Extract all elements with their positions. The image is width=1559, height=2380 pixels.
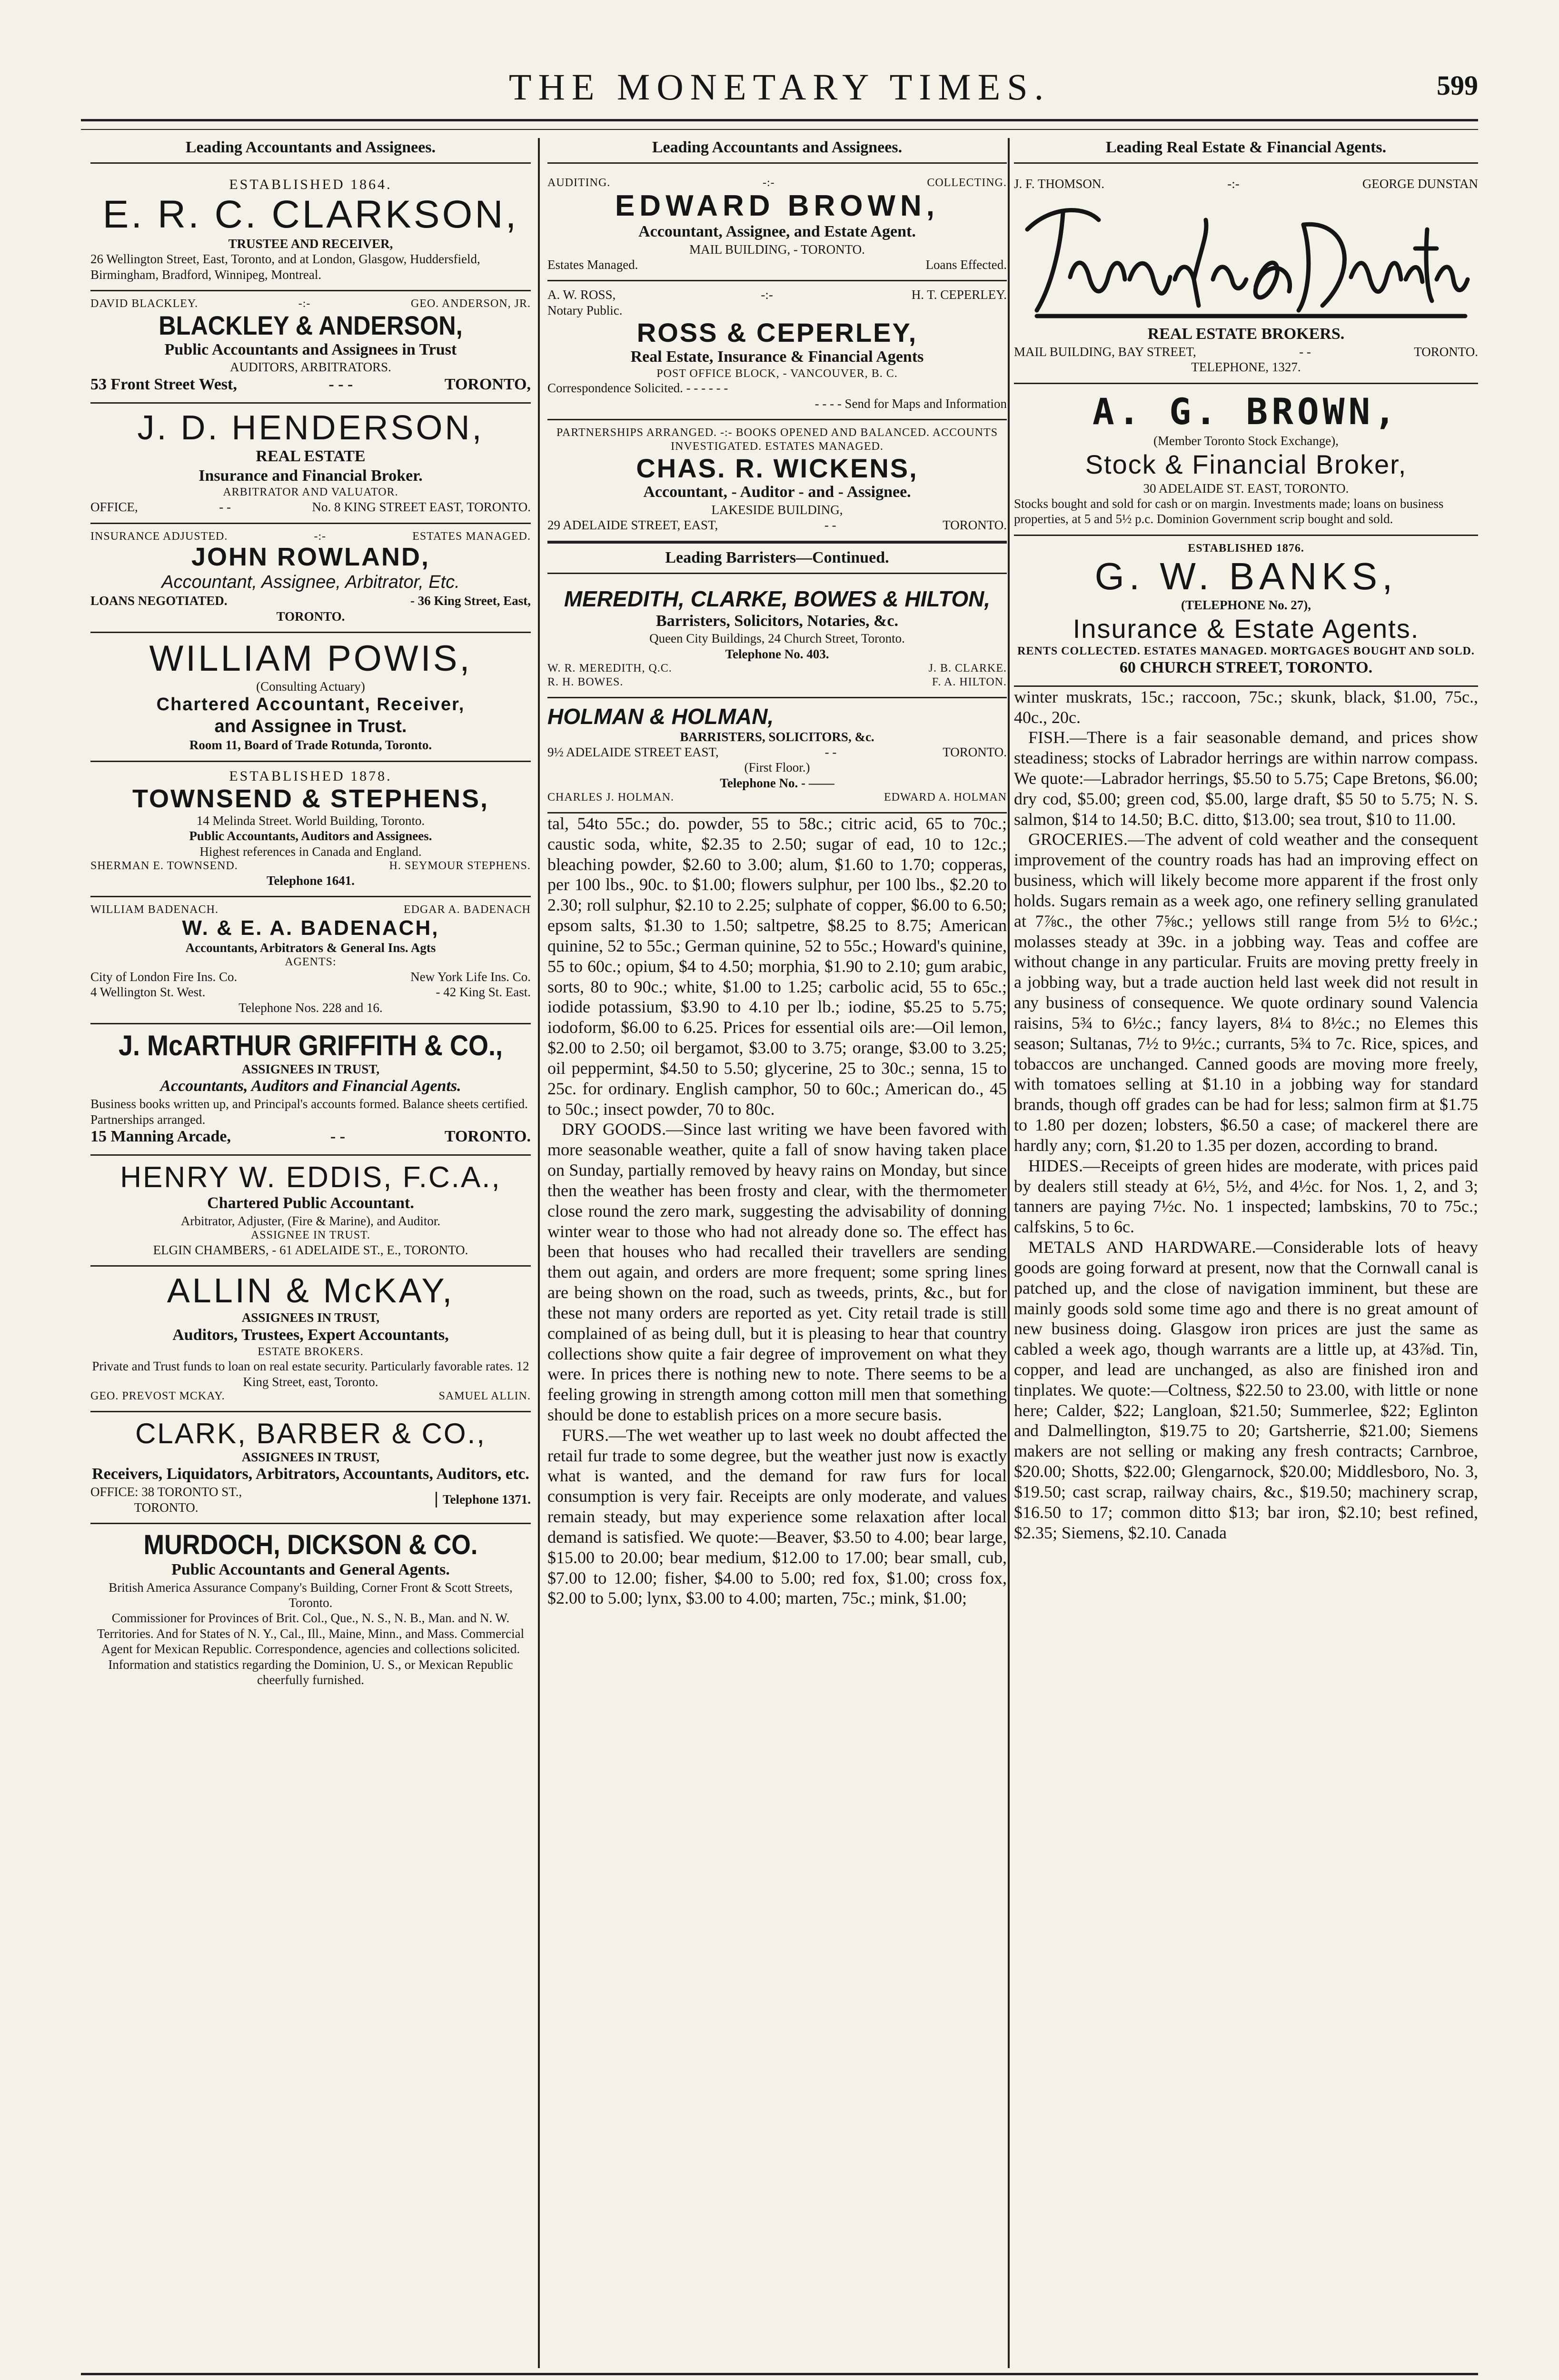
firm-name: EDWARD BROWN, bbox=[615, 189, 940, 222]
service-right: COLLECTING. bbox=[927, 176, 1007, 189]
firm-line: British America Assurance Company's Building, Corner Front & Scott Streets, Toronto. bbox=[109, 1580, 513, 1610]
ad-henderson bbox=[90, 404, 531, 524]
firm-role: Real Estate, Insurance & Financial Agents bbox=[630, 347, 924, 366]
firm-address: 29 ADELAIDE STREET, EAST, bbox=[547, 518, 718, 533]
ad-thomson-dunstan bbox=[1014, 170, 1478, 384]
firm-line: Correspondence Solicited. - - - - - - bbox=[547, 381, 728, 396]
column-divider bbox=[538, 138, 540, 2368]
firm-phone: Telephone 1371. bbox=[436, 1492, 531, 1507]
partner-right: EDGAR A. BADENACH bbox=[403, 903, 531, 916]
separator: - - bbox=[1299, 344, 1311, 359]
partner-left: CHARLES J. HOLMAN. bbox=[547, 791, 675, 804]
partner: J. B. CLARKE. bbox=[928, 662, 1007, 675]
firm-line: ARBITRATOR AND VALUATOR. bbox=[223, 486, 398, 499]
partner-right: SAMUEL ALLIN. bbox=[438, 1390, 531, 1403]
firm-line: 60 CHURCH STREET, TORONTO. bbox=[1119, 658, 1373, 676]
partner: R. H. BOWES. bbox=[547, 675, 624, 688]
ad-townsend bbox=[90, 762, 531, 898]
firm-line: Chartered Public Accountant. bbox=[207, 1194, 414, 1212]
established-line: ESTABLISHED 1878. bbox=[229, 768, 392, 784]
ad-blackley-anderson bbox=[90, 291, 531, 403]
firm-address: MAIL BUILDING, BAY STREET, bbox=[1014, 344, 1196, 359]
firm-name: ALLIN & McKAY, bbox=[167, 1272, 455, 1310]
firm-address: 15 Manning Arcade, bbox=[90, 1127, 231, 1145]
firm-name: G. W. BANKS, bbox=[1094, 555, 1398, 597]
partner-left: SHERMAN E. TOWNSEND. bbox=[90, 860, 238, 873]
separator: - - bbox=[330, 1127, 346, 1145]
firm-role: REAL ESTATE BROKERS. bbox=[1147, 325, 1345, 343]
firm-role: Accountant, Assignee, and Estate Agent. bbox=[638, 222, 916, 240]
firm-role: Barristers, Solicitors, Notaries, &c. bbox=[656, 612, 898, 630]
firm-line: Insurance & Estate Agents. bbox=[1072, 613, 1420, 644]
firm-role: Public Accountants and Assignees in Trust bbox=[164, 340, 457, 358]
service-left: INSURANCE ADJUSTED. bbox=[90, 530, 228, 543]
established-line: ESTABLISHED 1876. bbox=[1188, 542, 1304, 555]
firm-name: J. McARTHUR GRIFFITH & CO., bbox=[118, 1029, 503, 1061]
firm-line: Chartered Accountant, Receiver, bbox=[156, 694, 465, 715]
firm-city: TORONTO. bbox=[444, 1127, 531, 1145]
firm-line: RENTS COLLECTED. ESTATES MANAGED. MORTGAGES BOUGHT AND SOLD. bbox=[1017, 645, 1475, 658]
firm-line: Stock & Financial Broker, bbox=[1085, 449, 1407, 480]
ad-wickens bbox=[547, 420, 1007, 542]
firm-floor: (First Floor.) bbox=[744, 760, 810, 775]
ad-holman bbox=[547, 698, 1007, 813]
section-header: Leading Barristers—Continued. bbox=[547, 542, 1007, 574]
market-report bbox=[547, 813, 1007, 1608]
firm-line: ASSIGNEES IN TRUST, bbox=[241, 1061, 380, 1076]
firm-name: TOWNSEND & STEPHENS, bbox=[132, 784, 489, 813]
paragraph: HIDES.—Receipts of green hides are moderate, with prices paid by dealers still steady at 6½, 5½, and 4½c. for Nos. 1, 2, and 3; tanners are paying 7½c. No. 1 inspected; lambskins, 70 to 75c.; calfskins, 5 to 6c. bbox=[1014, 1156, 1478, 1237]
firm-name: CHAS. R. WICKENS, bbox=[636, 453, 918, 483]
ad-powis bbox=[90, 633, 531, 762]
partner-right: EDWARD A. HOLMAN bbox=[884, 791, 1007, 804]
ad-clark-barber bbox=[90, 1412, 531, 1524]
partner-right: H. SEYMOUR STEPHENS. bbox=[389, 860, 531, 873]
firm-line: ESTATE BROKERS. bbox=[258, 1345, 364, 1358]
service-right: ESTATES MANAGED. bbox=[412, 530, 531, 543]
office-address: No. 8 KING STREET EAST, TORONTO. bbox=[312, 500, 531, 515]
firm-name: ROSS & CEPERLEY, bbox=[636, 317, 918, 348]
partner-left-title: Notary Public. bbox=[547, 303, 623, 317]
agency: City of London Fire Ins. Co. bbox=[90, 969, 238, 984]
firm-line: ELGIN CHAMBERS, - 61 ADELAIDE ST., E., TORONTO. bbox=[153, 1242, 468, 1257]
firm-name: HOLMAN & HOLMAN, bbox=[547, 704, 774, 729]
signature-logo bbox=[1018, 191, 1475, 325]
paragraph: FURS.—The wet weather up to last week no doubt affected the retail fur trade to some degree, but the weather just now is exactly what is wanted, and the demand for raw furs for local consumption is very fair. Receipts are only moderate, and values remain steady, but may experience some relaxation after local demand is satisfied. We quote:—Beaver, $3.50 to 4.00; bear large, $15.00 to 20.00; bear medium, $12.00 to 17.00; bear small, cub, $7.00 to 12.00; fisher, $4.00 to 5.00; red fox, $1.00; cross fox, $2.00 to 5.00; lynx, $3.00 to 4.00; marten, 75c.; mink, $1.00; bbox=[547, 1425, 1007, 1608]
firm-line: Highest references in Canada and England. bbox=[199, 844, 422, 859]
masthead-rule bbox=[81, 119, 1478, 130]
firm-address: Queen City Buildings, 24 Church Street, Toronto. bbox=[649, 631, 905, 646]
paragraph: GROCERIES.—The advent of cold weather and the consequent improvement of the country roads has had an improving effect on business, which will likely become more apparent if the frost only holds. Sugars remain as a week ago, one refinery selling granulated at 7⅞c., the other 7⅝c.; yellows still range from 5½ to 6½c.; molasses steady at 39c. in a jobbing way. Teas and coffee are without change in any particular. Fruits are moving pretty freely in a jobbing way, but a trade auction held last week did not result in any business of consequence. We quote ordinary sound Valencia raisins, 5¾ to 6½c.; fancy layers, 8¼ to 8½c.; no Elemes this season; Sultanas, 7½ to 9½c.; currants, 5¾ to 7c. Rice, spices, and tobaccos are unchanged. Canned goods are moving more freely, with tomatoes selling at $1.10 in a jobbing way for standard brands, though off grades can be had for less; salmon firm at $1.75 to 1.80 per dozen; lobsters, $6.50 a case; of mackerel there are hardly any; corn, $1.20 to 1.35 per dozen, according to brand. bbox=[1014, 830, 1478, 1155]
firm-line: 14 Melinda Street. World Building, Toronto. bbox=[196, 813, 425, 828]
paragraph: FISH.—There is a fair seasonable demand, and prices show steadiness; stocks of Labrador herrings are within narrow compass. We quote:—Labrador herrings, $5.50 to 5.75; Cape Bretons, $6.00; dry cod, $5.00; green cod, $5.00, large draft, $5 50 to 5.75; N. S. salmon, $14 to 14.50; B.C. ditto, $13.00; sea trout, $10 to 11.00. bbox=[1014, 728, 1478, 829]
firm-role: Accountants, Arbitrators & General Ins. Agts bbox=[185, 940, 436, 955]
column-3 bbox=[1014, 138, 1478, 2368]
firm-line: Private and Trust funds to loan on real estate security. Particularly favorable rates. 12 King Street, east, Toronto. bbox=[92, 1359, 529, 1389]
section-header: Leading Accountants and Assignees. bbox=[90, 138, 531, 164]
office-address: OFFICE: 38 TORONTO ST., bbox=[90, 1485, 242, 1499]
partner-left: GEO. PREVOST MCKAY. bbox=[90, 1390, 225, 1403]
firm-line: Room 11, Board of Trade Rotunda, Toronto. bbox=[189, 738, 432, 753]
firm-line: ASSIGNEE IN TRUST. bbox=[250, 1229, 371, 1242]
firm-address: 4 Wellington St. West. bbox=[90, 985, 206, 1000]
ad-rowland bbox=[90, 524, 531, 634]
paragraph: winter muskrats, 15c.; raccoon, 75c.; skunk, black, $1.00, 75c., 40c., 20c. bbox=[1014, 687, 1478, 727]
ad-edward-brown bbox=[547, 170, 1007, 282]
office-label: OFFICE, bbox=[90, 500, 138, 515]
firm-line: Auditors, Trustees, Expert Accountants, bbox=[172, 1326, 449, 1344]
separator: - - bbox=[219, 500, 231, 515]
firm-name: BLACKLEY & ANDERSON, bbox=[159, 310, 463, 340]
partner-left: J. F. THOMSON. bbox=[1014, 176, 1105, 191]
established-line: ESTABLISHED 1864. bbox=[229, 176, 392, 192]
masthead-title: THE MONETARY TIMES. bbox=[508, 66, 1051, 108]
ad-clarkson bbox=[90, 170, 531, 291]
firm-name: WILLIAM POWIS, bbox=[149, 638, 472, 679]
firm-line: ASSIGNEES IN TRUST, bbox=[241, 1310, 380, 1325]
firm-services: PARTNERSHIPS ARRANGED. -:- BOOKS OPENED AND BALANCED. ACCOUNTS INVESTIGATED. ESTATES MANAGED. bbox=[556, 426, 998, 453]
firm-line: (TELEPHONE No. 27), bbox=[1181, 597, 1311, 612]
ad-griffith bbox=[90, 1024, 531, 1156]
firm-address: MAIL BUILDING, - TORONTO. bbox=[689, 242, 865, 257]
ad-gw-banks bbox=[1014, 536, 1478, 687]
firm-name: E. R. C. CLARKSON, bbox=[102, 192, 519, 236]
ad-badenach bbox=[90, 897, 531, 1024]
firm-line: REAL ESTATE bbox=[256, 447, 366, 465]
paragraph: DRY GOODS.—Since last writing we have been favored with more seasonable weather, quite a fall of snow having taken place on Sunday, partially removed by heavy rains on Monday, but since then the weather has been frosty and clear, with the thermometer close round the zero mark, suggesting the advisability of donning winter wear to those who had not already done so. The effect has been that houses who had recalled their travellers are sending them out again, and orders are more frequent; some spring lines are being shown on the road, such as tweeds, prints, &c., but for these not many orders are reported as yet. City retail trade is still complained of as being dull, but it is pleasing to hear that country collections show quite a fair degree of improvement on what they were. In prices there is nothing new to note. There seems to be a feeling growing in strength among cotton mill men that something should be done to establish prices on a more secure basis. bbox=[547, 1120, 1007, 1424]
firm-address: 9½ ADELAIDE STREET EAST, bbox=[547, 745, 719, 760]
firm-role: BARRISTERS, SOLICITORS, &c. bbox=[680, 729, 874, 744]
firm-city: TORONTO. bbox=[943, 745, 1007, 760]
separator: -:- bbox=[314, 530, 327, 543]
separator: -:- bbox=[761, 288, 773, 302]
firm-phone: Telephone No. 403. bbox=[725, 646, 829, 661]
partner-right: GEO. ANDERSON, JR. bbox=[410, 298, 531, 310]
firm-role: TRUSTEE AND RECEIVER, bbox=[228, 236, 393, 251]
firm-line: ASSIGNEES IN TRUST, bbox=[241, 1450, 380, 1464]
firm-name: J. D. HENDERSON, bbox=[137, 408, 484, 447]
loans-label: LOANS NEGOTIATED. bbox=[90, 594, 228, 608]
firm-line: Stocks bought and sold for cash or on margin. Investments made; loans on business properties, at 5 and 5½ p.c. Dominion Government scrip bought and sold. bbox=[1014, 496, 1444, 526]
firm-address: 26 Wellington Street, East, Toronto, and at London, Glasgow, Huddersfield, Birmingham, Bradford, Winnipeg, Montreal. bbox=[90, 252, 480, 282]
agency: New York Life Ins. Co. bbox=[410, 969, 531, 984]
separator: -:- bbox=[298, 298, 311, 310]
firm-phone: Telephone No. - —— bbox=[720, 775, 834, 790]
firm-city: TORONTO. bbox=[134, 1500, 199, 1515]
separator: -:- bbox=[763, 176, 775, 189]
partner-right: H. T. CEPERLEY. bbox=[911, 288, 1007, 302]
market-report bbox=[1014, 687, 1478, 1543]
firm-address: 53 Front Street West, bbox=[90, 375, 237, 393]
firm-address: - 42 King St. East. bbox=[436, 985, 531, 1000]
firm-city: TORONTO. bbox=[1414, 344, 1478, 359]
bottom-rule bbox=[81, 2373, 1478, 2380]
separator: - - bbox=[824, 745, 837, 760]
firm-phone: Telephone Nos. 228 and 16. bbox=[238, 1000, 383, 1015]
firm-sub: AUDITORS, ARBITRATORS. bbox=[230, 360, 391, 375]
firm-line: Accountants, Auditors and Financial Agents. bbox=[160, 1077, 461, 1095]
firm-line: Receivers, Liquidators, Arbitrators, Accountants, Auditors, etc. bbox=[92, 1465, 529, 1483]
agents-label: AGENTS: bbox=[285, 955, 337, 968]
page-number: 599 bbox=[1437, 70, 1478, 101]
ad-eddis bbox=[90, 1156, 531, 1267]
partner: F. A. HILTON. bbox=[932, 675, 1007, 688]
firm-line: Commissioner for Provinces of Brit. Col., Que., N. S., N. B., Man. and N. W. Territories. And for States of N. Y., Cal., Ill., Maine, Minn., and Mass. Commercial Agent for Mexican Republic. Correspondence, agencies and collections solicited. Information and statistics regarding the Dominion, U. S., or Mexican Republic cheerfully furnished. bbox=[97, 1611, 525, 1687]
partner-left: WILLIAM BADENACH. bbox=[90, 903, 218, 916]
firm-name: JOHN ROWLAND, bbox=[191, 543, 430, 572]
loans-label: Loans Effected. bbox=[925, 257, 1007, 272]
section-header: Leading Real Estate & Financial Agents. bbox=[1014, 138, 1478, 164]
firm-line: Public Accountants, Auditors and Assignees. bbox=[189, 829, 432, 843]
firm-city: TORONTO, bbox=[444, 375, 531, 393]
firm-line: - - - - Send for Maps and Information bbox=[814, 396, 1007, 411]
separator: - - - bbox=[328, 375, 353, 393]
firm-name: MURDOCH, DICKSON & CO. bbox=[143, 1529, 478, 1560]
partner-right: GEORGE DUNSTAN bbox=[1362, 176, 1478, 191]
firm-line: (Member Toronto Stock Exchange), bbox=[1153, 433, 1339, 448]
firm-phone: Telephone 1641. bbox=[266, 873, 355, 888]
ad-meredith bbox=[547, 581, 1007, 698]
estates-label: Estates Managed. bbox=[547, 257, 638, 272]
ad-murdoch-dickson bbox=[90, 1524, 531, 1695]
firm-building: LAKESIDE BUILDING, bbox=[711, 503, 843, 517]
firm-line: 30 ADELAIDE ST. EAST, TORONTO. bbox=[1143, 481, 1349, 496]
partner-left: DAVID BLACKLEY. bbox=[90, 298, 199, 310]
firm-line: and Assignee in Trust. bbox=[214, 716, 407, 736]
firm-line: Insurance and Financial Broker. bbox=[199, 466, 423, 485]
partner-left: A. W. ROSS, bbox=[547, 288, 616, 302]
partner: W. R. MEREDITH, Q.C. bbox=[547, 662, 672, 675]
firm-name: HENRY W. EDDIS, F.C.A., bbox=[120, 1160, 501, 1194]
section-header: Leading Accountants and Assignees. bbox=[547, 138, 1007, 164]
firm-address: - 36 King Street, East, bbox=[410, 594, 531, 608]
ad-ag-brown bbox=[1014, 384, 1478, 536]
firm-name: MEREDITH, CLARKE, BOWES & HILTON, bbox=[564, 586, 991, 611]
column-divider bbox=[1008, 138, 1010, 2368]
ad-ross-ceperley bbox=[547, 281, 1007, 420]
firm-line: Business books written up, and Principal's accounts formed. Balance sheets certified. Partnerships arranged. bbox=[90, 1097, 528, 1127]
firm-line: (Consulting Actuary) bbox=[256, 679, 365, 694]
firm-line: Arbitrator, Adjuster, (Fire & Marine), and Auditor. bbox=[180, 1213, 441, 1228]
firm-name: A. G. BROWN, bbox=[1092, 390, 1400, 433]
firm-address: POST OFFICE BLOCK, - VANCOUVER, B. C. bbox=[656, 367, 898, 380]
firm-role: Accountant, - Auditor - and - Assignee. bbox=[643, 483, 911, 501]
ad-allin-mckay bbox=[90, 1267, 531, 1412]
firm-city: TORONTO. bbox=[276, 609, 345, 624]
column-1 bbox=[90, 138, 531, 2368]
firm-city: TORONTO. bbox=[943, 518, 1007, 533]
paragraph: METALS AND HARDWARE.—Considerable lots of heavy goods are going forward at present, now that the Cornwall canal is patched up, and the close of navigation imminent, but these are mainly goods sold some time ago and there is no great amount of new business doing. Glasgow iron prices are just the same as cabled a week ago, though warrants are a little up, at 43⅞d. Tin, copper, and lead are unchanged, as also are finished iron and tinplates. We quote:—Coltness, $22.50 to 23.00, with little or none here; Calder, $22; Langloan, $21.50; Summerlee, $22; Eglinton and Dalmellington, $19.75 to 20; Gartsherrie, $21.00; Siemens makers are not selling or making any fresh contracts; Carnbroe, $20.00; Shotts, $22.00; Glengarnock, $20.00; Middlesboro, No. 3, $19.50; cast scrap, railway chairs, &c., $19.50; machinery scrap, $16.50 to 17; common ditto $13; bar iron, $2.10; best refined, $2.35; Siemens, $2.10. Canada bbox=[1014, 1238, 1478, 1542]
separator: - - bbox=[824, 518, 836, 533]
firm-name: CLARK, BARBER & CO., bbox=[135, 1418, 486, 1449]
firm-phone: TELEPHONE, 1327. bbox=[1191, 360, 1301, 375]
firm-role: Accountant, Assignee, Arbitrator, Etc. bbox=[161, 572, 460, 592]
column-2 bbox=[547, 138, 1007, 2368]
paragraph: tal, 54to 55c.; do. powder, 55 to 58c.; citric acid, 65 to 70c.; caustic soda, white, $2.35 to 2.50; sugar of ead, 10 to 12c.; bleaching powder, $2.60 to 3.00; alum, $1.60 to 1.70; copperas, per 100 lbs., 90c. to $1.00; flowers sulphur, per 100 lbs., $2.20 to 2.30; roll sulphur, $2.10 to 2.25; sulphate of copper, $6.00 to 6.50; epsom salts, $1.30 to 1.50; saltpetre, $8.25 to 8.75; American quinine, 52 to 55c.; German quinine, 52 to 55c.; Howard's quinine, 55 to 60c.; opium, $4 to 4.50; morphia, $1.90 to 2.10; gum arabic, sorts, 80 to 90c.; white, $1.00 to 1.25; carbolic acid, 55 to 65c.; iodide potassium, $3.90 to 4.10 per lb.; iodine, $5.25 to 5.75; iodoform, $6.00 to 6.25. Prices for essential oils are:—Oil lemon, $2.00 to 2.50; oil bergamot, $3.00 to 3.75; orange, $3.00 to 3.25; oil peppermint, $4.50 to 5.50; glycerine, 25 to 30c.; senna, 15 to 25c. for ordinary. English camphor, 50 to 60c.; American do., 45 to 50c.; insect powder, 70 to 80c. bbox=[547, 813, 1007, 1119]
masthead bbox=[81, 56, 1478, 118]
firm-name: W. & E. A. BADENACH, bbox=[182, 916, 439, 940]
separator: -:- bbox=[1227, 176, 1240, 191]
firm-line: Public Accountants and General Agents. bbox=[171, 1560, 450, 1578]
service-left: AUDITING. bbox=[547, 176, 611, 189]
